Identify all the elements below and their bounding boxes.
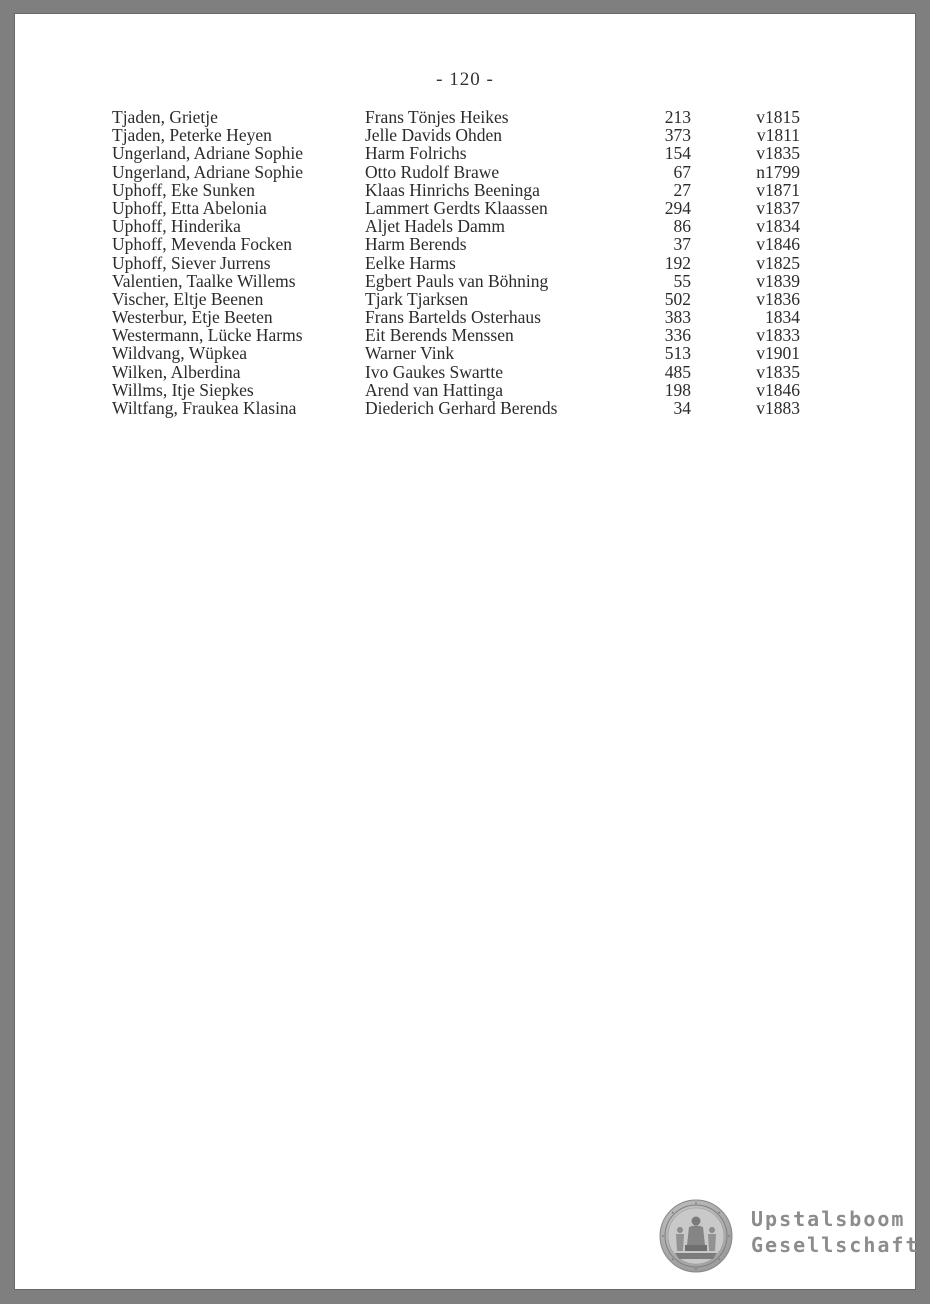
entry-row (112, 217, 812, 235)
entry-year: 1834 (765, 307, 800, 328)
entry-number: 154 (664, 143, 691, 164)
entry-name: Valentien, Taalke Willems (112, 270, 296, 291)
seal-icon (659, 1199, 733, 1273)
entry-partner: Eit Berends Menssen (365, 325, 514, 346)
entry-name: Uphoff, Mevenda Focken (112, 234, 292, 255)
entry-number: 294 (664, 197, 691, 218)
entry-row (112, 399, 812, 417)
entry-name: Ungerland, Adriane Sophie (112, 143, 303, 164)
entry-name: Ungerland, Adriane Sophie (112, 161, 303, 182)
entry-name: Tjaden, Peterke Heyen (112, 125, 272, 146)
entry-partner: Otto Rudolf Brawe (365, 161, 500, 182)
entry-partner: Arend van Hattinga (365, 379, 504, 400)
entry-row (112, 126, 812, 144)
entry-year: v1871 (756, 179, 800, 200)
entry-year: v1833 (756, 325, 800, 346)
logo-line-2: Gesellschaft (751, 1233, 920, 1257)
entry-number: 34 (673, 398, 691, 418)
entry-name: Wildvang, Wüpkea (112, 343, 248, 364)
entry-partner: Diederich Gerhard Berends (365, 398, 558, 418)
entry-name: Vischer, Eltje Beenen (112, 288, 264, 309)
entry-row (112, 181, 812, 199)
entry-name: Wilken, Alberdina (112, 361, 241, 382)
entry-year: n1799 (756, 161, 800, 182)
entry-number: 373 (664, 125, 691, 146)
entry-row (112, 254, 812, 272)
entry-number: 502 (664, 288, 691, 309)
entry-row (112, 108, 812, 126)
entry-partner: Klaas Hinrichs Beeninga (365, 179, 540, 200)
entry-name: Willms, Itje Siepkes (112, 379, 254, 400)
entry-row (112, 144, 812, 162)
entry-row (112, 308, 812, 326)
entry-partner: Aljet Hadels Damm (365, 216, 505, 237)
entry-year: v1835 (756, 361, 800, 382)
entry-name: Wiltfang, Fraukea Klasina (112, 398, 297, 418)
entry-year: v1835 (756, 143, 800, 164)
entry-partner: Warner Vink (365, 343, 455, 364)
entry-row (112, 326, 812, 344)
entry-number: 55 (673, 270, 691, 291)
page-number: - 120 - (436, 69, 494, 90)
entry-number: 513 (664, 343, 691, 364)
entry-year: v1846 (756, 234, 800, 255)
entry-name: Uphoff, Etta Abelonia (112, 197, 267, 218)
entry-year: v1834 (756, 216, 800, 237)
entry-partner: Frans Tönjes Heikes (365, 107, 509, 127)
entry-partner: Jelle Davids Ohden (365, 125, 503, 146)
entry-year: v1839 (756, 270, 800, 291)
entry-partner: Tjark Tjarksen (365, 288, 469, 309)
entry-list (112, 108, 812, 417)
entry-partner: Frans Bartelds Osterhaus (365, 307, 541, 328)
entry-name: Uphoff, Siever Jurrens (112, 252, 271, 273)
entry-number: 67 (673, 161, 691, 182)
entry-name: Westerbur, Etje Beeten (112, 307, 273, 328)
entry-number: 192 (664, 252, 691, 273)
entry-name: Uphoff, Hinderika (112, 216, 241, 237)
entry-row (112, 290, 812, 308)
entry-row (112, 235, 812, 253)
publisher-logo (659, 1199, 920, 1275)
entry-row (112, 344, 812, 362)
entry-number: 198 (664, 379, 691, 400)
entry-number: 27 (673, 179, 691, 200)
entry-row (112, 199, 812, 217)
entry-year: v1811 (756, 125, 800, 146)
entry-partner: Harm Berends (365, 234, 467, 255)
entry-year: v1846 (756, 379, 800, 400)
entry-year: v1901 (756, 343, 800, 364)
entry-partner: Harm Folrichs (365, 143, 467, 164)
entry-year: v1883 (756, 398, 800, 418)
entry-name: Westermann, Lücke Harms (112, 325, 303, 346)
entry-name: Tjaden, Grietje (112, 107, 218, 127)
entry-number: 485 (664, 361, 691, 382)
entry-row (112, 381, 812, 399)
entry-partner: Lammert Gerdts Klaassen (365, 197, 548, 218)
entry-row (112, 363, 812, 381)
entry-name: Uphoff, Eke Sunken (112, 179, 256, 200)
entry-number: 86 (673, 216, 691, 237)
entry-row (112, 272, 812, 290)
entry-partner: Egbert Pauls van Böhning (365, 270, 549, 291)
entry-year: v1836 (756, 288, 800, 309)
entry-number: 336 (664, 325, 691, 346)
logo-line-1: Upstalsboom (751, 1207, 906, 1231)
entry-number: 383 (664, 307, 691, 328)
entry-number: 37 (673, 234, 691, 255)
entry-year: v1825 (756, 252, 800, 273)
entry-partner: Eelke Harms (365, 252, 456, 273)
document-page (15, 14, 920, 1289)
entry-partner: Ivo Gaukes Swartte (365, 361, 504, 382)
entry-year: v1815 (756, 107, 800, 127)
entry-year: v1837 (756, 197, 800, 218)
entry-number: 213 (664, 107, 691, 127)
entry-row (112, 163, 812, 181)
